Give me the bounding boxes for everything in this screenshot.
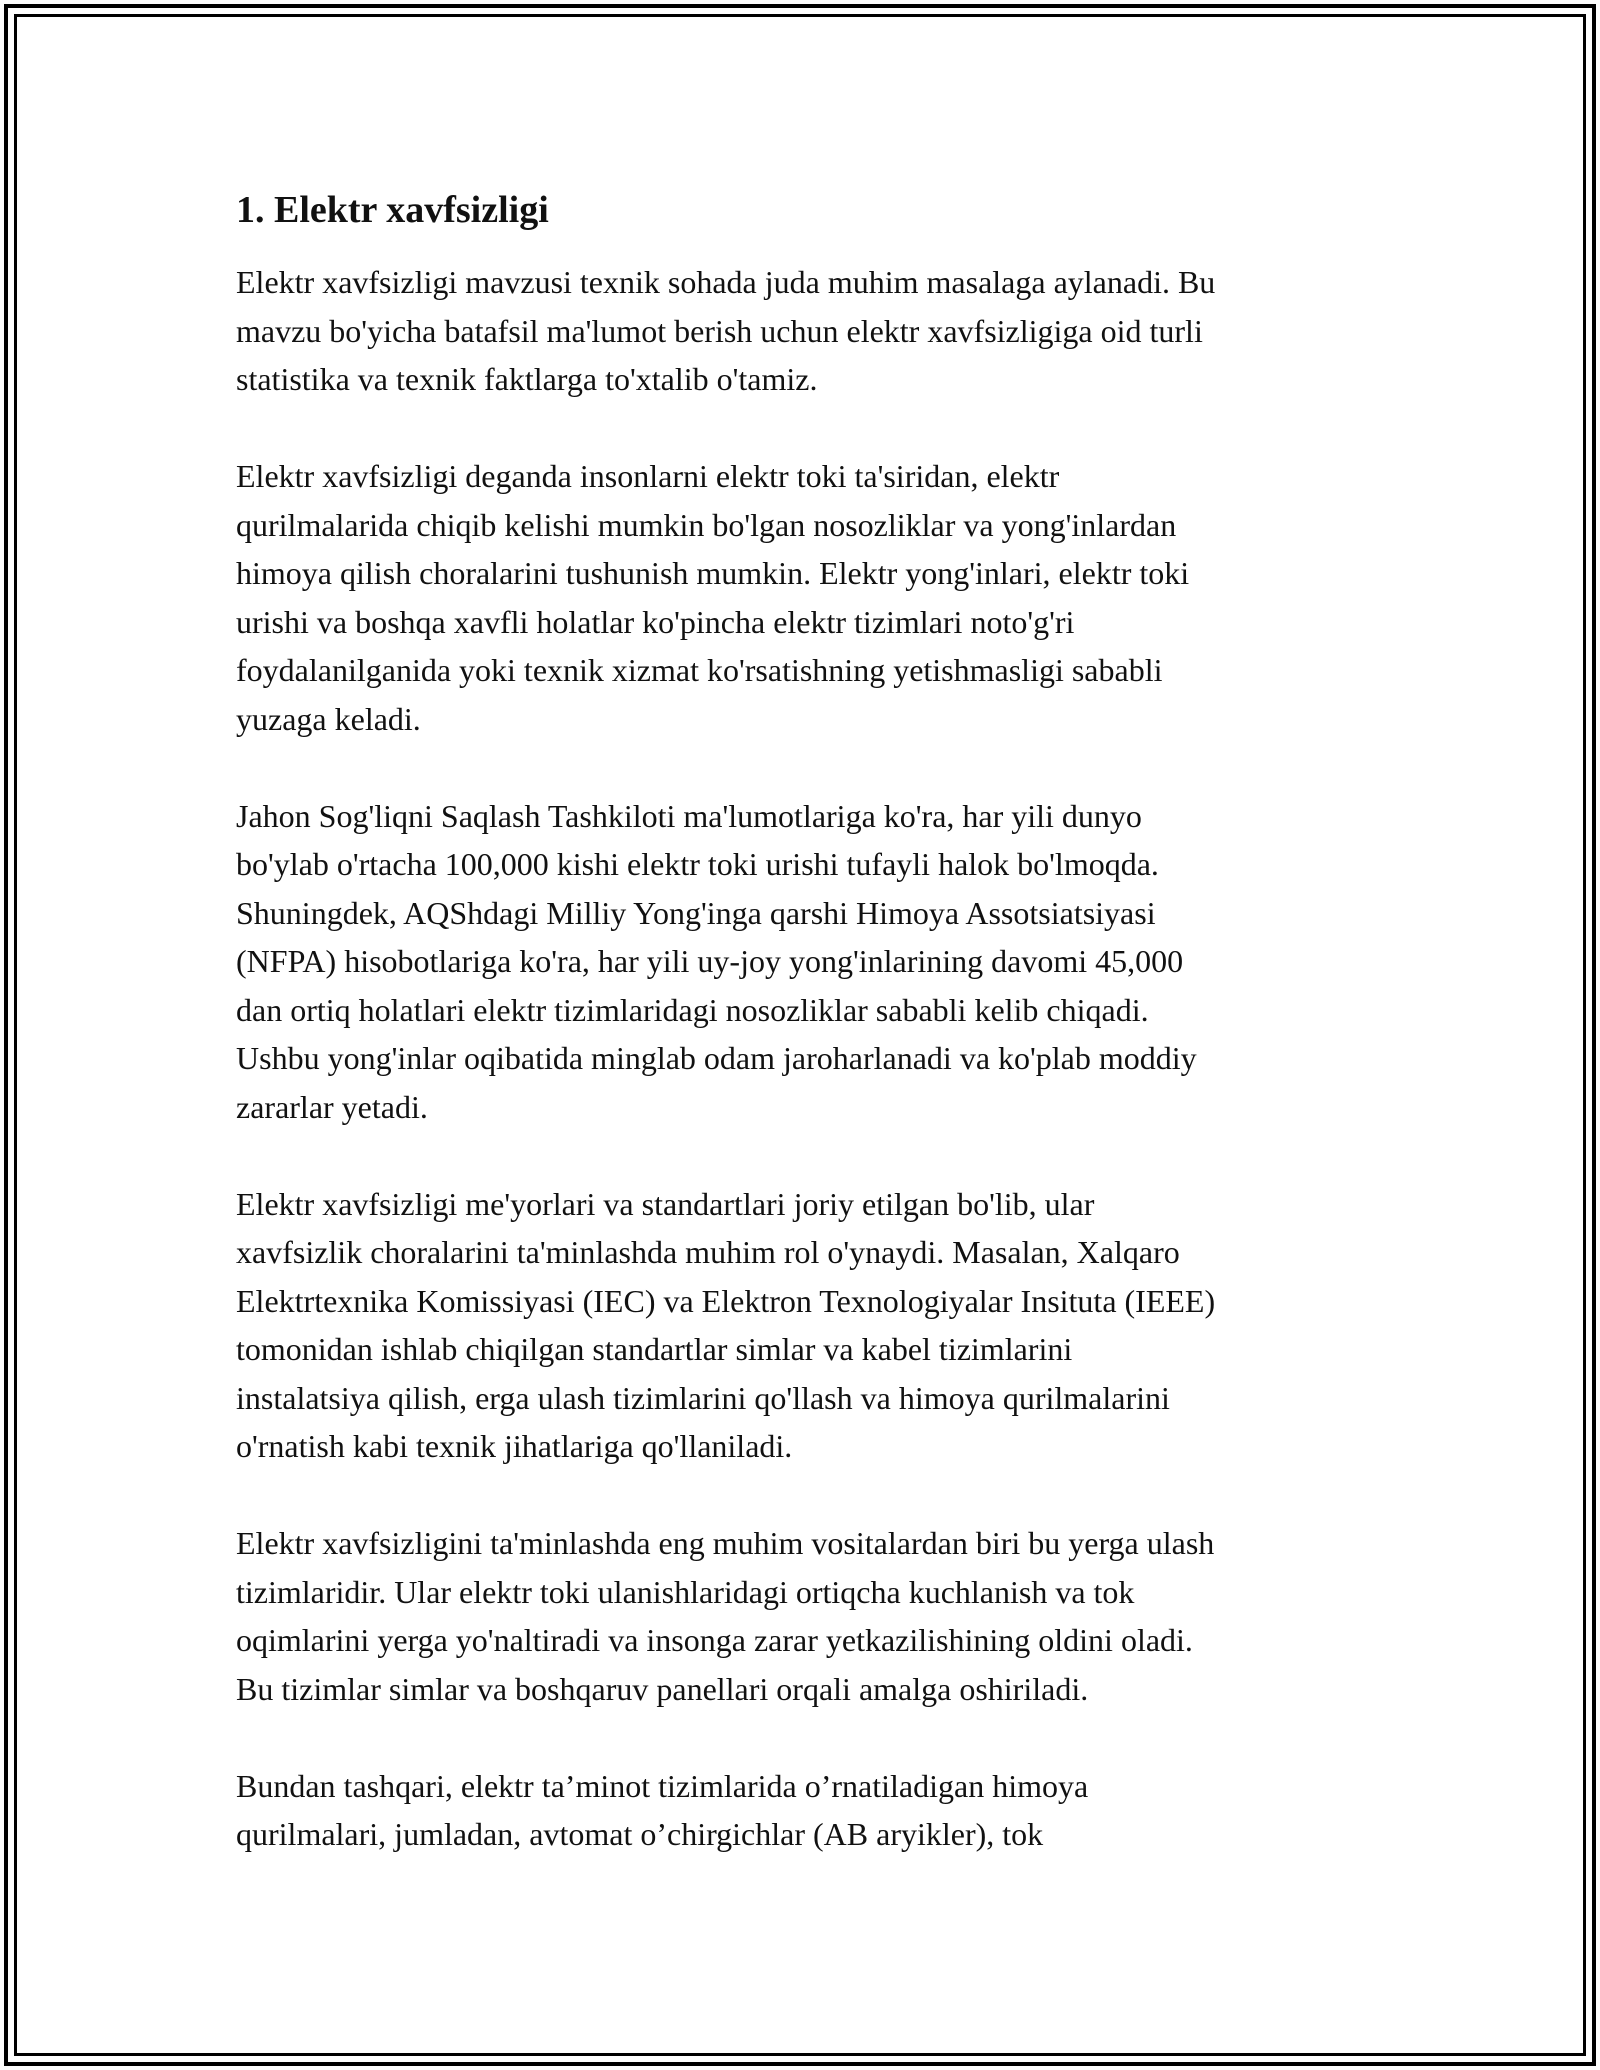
- text-line: Elektrtexnika Komissiyasi (IEC) va Elektron Texnologiyalar Insituta (IEEE): [236, 1282, 1216, 1319]
- text-line: oqimlarini yerga yo'naltiradi va insonga zarar yetkazilishining oldini oladi.: [236, 1622, 1193, 1658]
- text-line: o'rnatish kabi texnik jihatlariga qo'llaniladi.: [236, 1428, 793, 1464]
- text-line: Elektr xavfsizligi me'yorlari va standartlari joriy etilgan bo'lib, ular: [236, 1185, 1095, 1222]
- text-line: mavzu bo'yicha batafsil ma'lumot berish uchun elektr xavfsizligiga oid turli: [236, 312, 1203, 349]
- text-line: (NFPA) hisobotlariga ko'ra, har yili uy-joy yong'inlarining davomi 45,000: [236, 943, 1184, 979]
- text-line: statistika va texnik faktlarga to'xtalib o'tamiz.: [236, 361, 818, 397]
- text-line: qurilmalari, jumladan, avtomat o’chirgichlar (AB aryikler), tok: [236, 1816, 1044, 1852]
- text-line: urishi va boshqa xavfli holatlar ko'pincha elektr tizimlari noto'g'ri: [236, 603, 1075, 640]
- document-body: [236, 186, 1376, 1907]
- text-line: Jahon Sog'liqni Saqlash Tashkiloti ma'lumotlariga ko'ra, har yili dunyo: [236, 797, 1142, 834]
- paragraph-5: [236, 1519, 1376, 1713]
- text-line: xavfsizlik choralarini ta'minlashda muhim rol o'ynaydi. Masalan, Xalqaro: [236, 1234, 1180, 1270]
- text-line: Ushbu yong'inlar oqibatida minglab odam jaroharlanadi va ko'plab moddiy: [236, 1040, 1197, 1076]
- paragraph-4: [236, 1180, 1376, 1471]
- text-line: tizimlaridir. Ular elektr toki ulanishlaridagi ortiqcha kuchlanish va tok: [236, 1573, 1135, 1610]
- paragraph-3: [236, 792, 1376, 1132]
- text-line: foydalanilganida yoki texnik xizmat ko'rsatishning yetishmasligi sababli: [236, 652, 1163, 688]
- text-line: Shuningdek, AQShdagi Milliy Yong'inga qarshi Himoya Assotsiatsiyasi: [236, 894, 1156, 931]
- text-line: Elektr xavfsizligi deganda insonlarni elektr toki ta'siridan, elektr: [236, 458, 1060, 494]
- text-line: himoya qilish choralarini tushunish mumkin. Elektr yong'inlari, elektr toki: [236, 555, 1190, 591]
- text-line: qurilmalarida chiqib kelishi mumkin bo'lgan nosozliklar va yong'inlardan: [236, 506, 1177, 543]
- text-line: instalatsiya qilish, erga ulash tizimlarini qo'llash va himoya qurilmalarini: [236, 1379, 1170, 1416]
- text-line: zararlar yetadi.: [236, 1088, 428, 1125]
- text-line: Bu tizimlar simlar va boshqaruv panellari orqali amalga oshiriladi.: [236, 1670, 1089, 1707]
- text-line: Elektr xavfsizligi mavzusi texnik sohada juda muhim masalaga aylanadi. Bu: [236, 264, 1216, 300]
- paragraph-6: [236, 1762, 1376, 1859]
- paragraph-1: [236, 258, 1376, 404]
- text-line: tomonidan ishlab chiqilgan standartlar simlar va kabel tizimlarini: [236, 1331, 1073, 1367]
- section-heading: 1. Elektr xavfsizligi: [236, 189, 549, 231]
- paragraph-2: [236, 452, 1376, 743]
- text-line: Elektr xavfsizligini ta'minlashda eng muhim vositalardan biri bu yerga ulash: [236, 1525, 1215, 1561]
- text-line: yuzaga keladi.: [236, 700, 421, 737]
- text-line: Bundan tashqari, elektr ta’minot tizimlarida o’rnatiladigan himoya: [236, 1767, 1089, 1804]
- text-line: dan ortiq holatlari elektr tizimlaridagi nosozliklar sababli kelib chiqadi.: [236, 991, 1149, 1028]
- text-line: bo'ylab o'rtacha 100,000 kishi elektr toki urishi tufayli halok bo'lmoqda.: [236, 846, 1159, 882]
